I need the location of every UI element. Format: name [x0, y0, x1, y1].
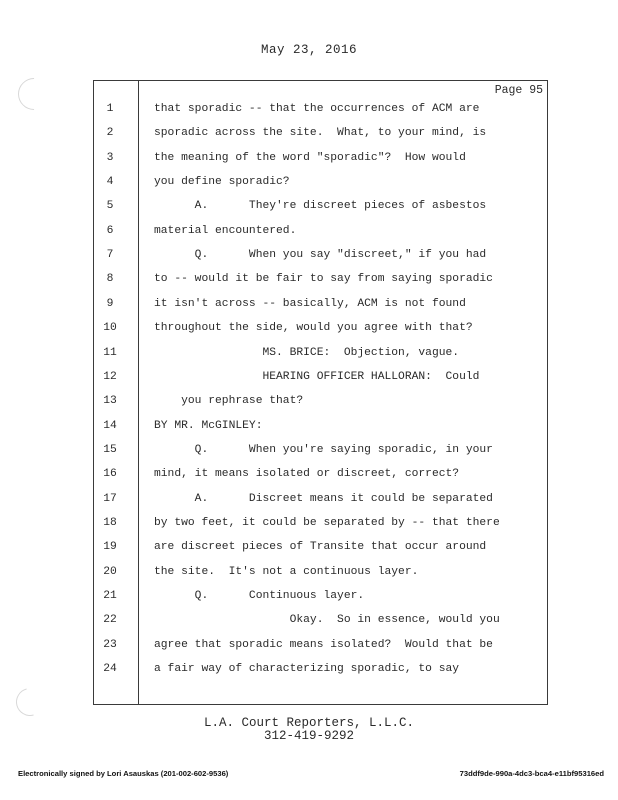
line-text: MS. BRICE: Objection, vague.	[154, 346, 460, 359]
line-number: 4	[106, 176, 114, 189]
line-number: 20	[103, 565, 117, 578]
line-text: Q. Continuous layer.	[154, 590, 365, 602]
transcript-line	[95, 590, 545, 614]
line-text: a fair way of characterizing sporadic, to say	[154, 663, 460, 676]
line-text: BY MR. McGINLEY:	[154, 419, 263, 432]
transcript-line	[95, 127, 545, 151]
line-number: 2	[106, 127, 114, 140]
scan-mark-top	[11, 71, 56, 116]
line-number: 7	[106, 249, 114, 262]
line-text: sporadic across the site. What, to your mind, is	[154, 127, 487, 140]
line-number: 9	[106, 297, 114, 310]
transcript-line	[95, 322, 545, 346]
line-number: 17	[103, 492, 117, 505]
footer-phone: 312-419-9292	[263, 729, 354, 743]
line-number: 18	[103, 516, 117, 529]
line-text: A. Discreet means it could be separated	[154, 492, 493, 505]
line-text: by two feet, it could be separated by -- that there	[154, 516, 500, 529]
transcript-line	[95, 541, 545, 565]
line-number: 16	[103, 468, 117, 481]
transcript-line	[95, 663, 545, 687]
transcript-line	[95, 468, 545, 492]
document-hash: 73ddf9de-990a-4dc3-bca4-e11bf95316ed	[459, 769, 604, 778]
transcript-line	[95, 493, 545, 517]
line-text: mind, it means isolated or discreet, correct?	[154, 468, 460, 481]
line-text: A. They're discreet pieces of asbestos	[154, 200, 487, 213]
line-number: 22	[103, 614, 117, 627]
line-text: the meaning of the word "sporadic"? How would	[154, 151, 466, 164]
transcript-line	[95, 614, 545, 638]
line-number: 15	[103, 443, 117, 456]
line-number: 8	[106, 273, 114, 286]
line-number: 1	[106, 103, 114, 115]
line-text: Q. When you say "discreet," if you had	[154, 249, 487, 262]
transcript-line	[95, 517, 545, 541]
transcript-line	[95, 639, 545, 663]
transcript-line	[95, 444, 545, 468]
electronic-signature: Electronically signed by Lori Asauskas (201-002-602-9536)	[18, 769, 229, 778]
line-text: HEARING OFFICER HALLORAN: Could	[154, 370, 480, 383]
transcript-line	[95, 371, 545, 395]
line-number: 19	[103, 541, 117, 554]
transcript-line	[95, 103, 545, 127]
line-text: agree that sporadic means isolated? Would that be	[154, 638, 493, 651]
line-text: it isn't across -- basically, ACM is not found	[154, 297, 466, 310]
line-number: 12	[103, 370, 117, 383]
line-number: 3	[106, 151, 114, 164]
transcript-line	[95, 298, 545, 322]
line-text: are discreet pieces of Transite that occur around	[154, 541, 487, 554]
transcript-line	[95, 200, 545, 224]
line-text: throughout the side, would you agree with that?	[154, 322, 473, 335]
footer-company: L.A. Court Reporters, L.L.C.	[203, 716, 415, 730]
line-number: 21	[103, 590, 117, 602]
line-number: 10	[103, 322, 117, 335]
line-text: to -- would it be fair to say from saying sporadic	[154, 273, 493, 286]
transcript-line	[95, 420, 545, 444]
line-text: you define sporadic?	[154, 176, 290, 189]
line-text: that sporadic -- that the occurrences of ACM are	[154, 103, 480, 115]
page-number: Page 95	[494, 84, 543, 97]
line-number: 23	[103, 638, 117, 651]
line-number: 14	[103, 419, 117, 432]
line-text: Q. When you're saying sporadic, in your	[154, 443, 493, 456]
line-number: 24	[103, 663, 117, 676]
line-number: 5	[106, 200, 114, 213]
transcript-line	[95, 566, 545, 590]
transcript-line	[95, 273, 545, 297]
transcript-line	[95, 347, 545, 371]
line-number: 6	[106, 224, 114, 237]
transcript-line	[95, 152, 545, 176]
line-text: material encountered.	[154, 224, 297, 237]
line-text: Okay. So in essence, would you	[154, 614, 500, 627]
line-number: 11	[103, 346, 117, 359]
line-text: the site. It's not a continuous layer.	[154, 565, 419, 578]
transcript-line	[95, 225, 545, 249]
transcript-line	[95, 249, 545, 273]
transcript-line	[95, 176, 545, 200]
line-number: 13	[103, 395, 117, 408]
transcript-line	[95, 395, 545, 419]
page-date: May 23, 2016	[260, 43, 357, 57]
line-text: you rephrase that?	[154, 395, 304, 408]
